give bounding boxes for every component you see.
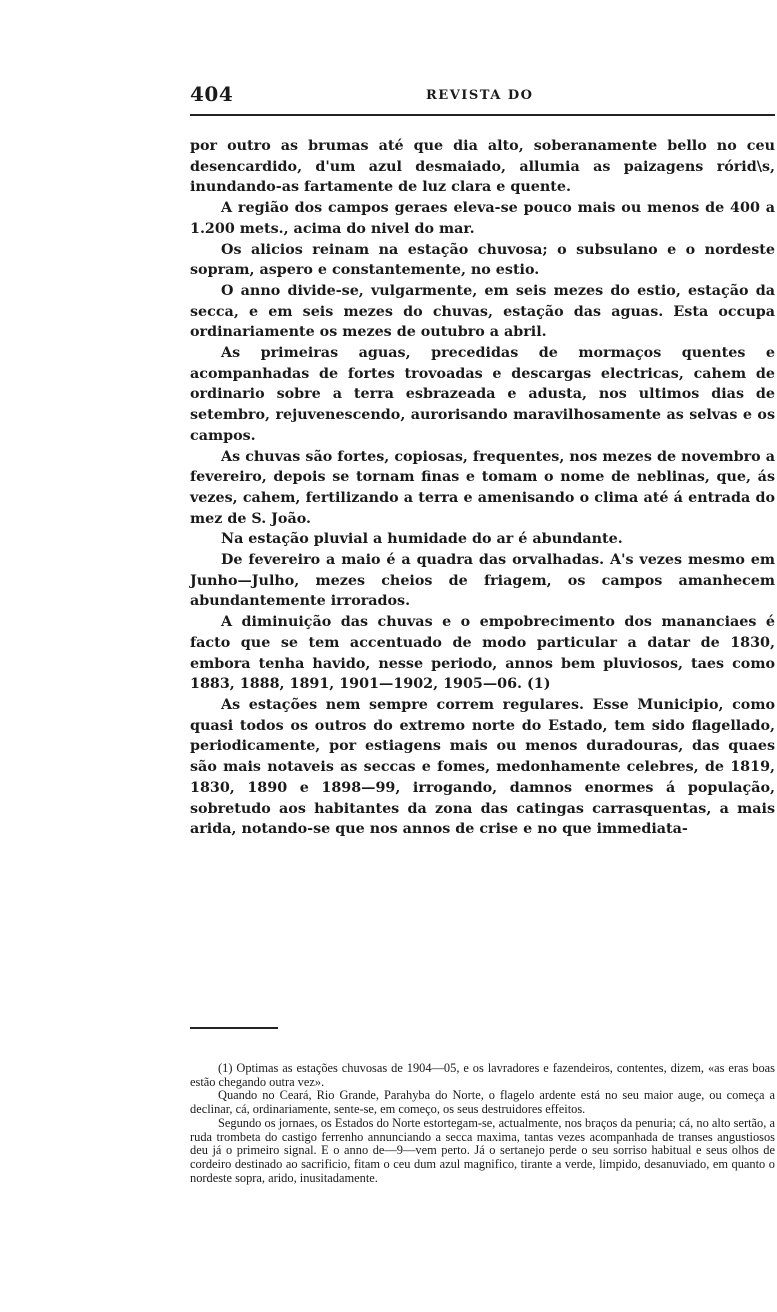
paragraph: A região dos campos geraes eleva-se pouco mais ou menos de 400 a 1.200 mets., acima do nivel do mar. (190, 200, 775, 237)
page-number: 404 (190, 82, 234, 106)
paragraph: As chuvas são fortes, copiosas, frequentes, nos mezes de novembro a fevereiro, depois se tornam finas e tomam o nome de neblinas, que, ás vezes, cahem, fertilizando a terra e amenisando o clima até á entrada do mez de S. João. (190, 448, 775, 527)
footnotes (190, 1062, 775, 1185)
paragraph: Na estação pluvial a humidade do ar é abundante. (221, 531, 623, 548)
paragraph: Os alicios reinam na estação chuvosa; o subsulano e o nordeste sopram, aspero e constantemente, no estio. (190, 241, 775, 279)
footnote: Quando no Ceará, Rio Grande, Parahyba do Norte, o flagelo ardente está no seu maior auge, ou começa a declinar, cá, ordinariamente, sente-se, em começo, os seus destruidores effeitos. (190, 1088, 775, 1117)
paragraph: As estações nem sempre correm regulares. Esse Municipio, como quasi todos os outros do extremo norte do Estado, tem sido flagellado, periodicamente, por estiagens mais ou menos duradouras, das quaes são mais notaveis as seccas e fomes, medonhamente celebres, de 1819, 1830, 1890 e 1898—99, irrogando, damnos enormes á população, sobretudo aos habitantes da zona das catingas carrasquentas, a mais arida, notando-se que nos annos de crise e no que immediata- (190, 696, 775, 838)
paragraph: De fevereiro a maio é a quadra das orvalhadas. A's vezes mesmo em Junho—Julho, mezes cheios de friagem, os campos amanhecem abundantemente irrorados. (190, 552, 775, 610)
running-head: REVISTA DO (426, 88, 534, 103)
header-rule (190, 114, 775, 116)
main-text (190, 136, 775, 840)
paragraph: A diminuição das chuvas e o empobrecimento dos mananciaes é facto que se tem accentuado de modo particular a datar de 1830, embora tenha havido, nesse periodo, annos bem pluviosos, taes como 1883, 1888, 1891, 1901—1902, 1905—06. (1) (190, 614, 775, 693)
page-header (190, 82, 775, 108)
footnote: Segundo os jornaes, os Estados do Norte estortegam-se, actualmente, nos braços da penuria; cá, no alto sertão, a ruda trombeta do castigo ferrenho annunciando a secca maxima, tantas vezes acompanhada de transes angustiosos deu já o primeiro signal. E o anno de—9—vem perto. Já o sertanejo perde o seu sorriso habitual e seus olhos de cordeiro destinado ao sacrificio, fitam o ceu dum azul magnifico, tirante a verde, limpido, desanuviado, em quanto o nordeste sopra, arido, inusitadamente. (190, 1115, 775, 1185)
footnote-separator (190, 1027, 278, 1029)
paragraph: As primeiras aguas, precedidas de mormaços quentes e acompanhadas de fortes trovoadas e descargas electricas, cahem de ordinario sobre a terra esbrazeada e adusta, nos ultimos dias de setembro, rejuvenescendo, aurorisando maravilhosamente as selvas e os campos. (190, 345, 775, 444)
footnote: (1) Optimas as estações chuvosas de 1904—05, e os lavradores e fazendeiros, contentes, dizem, «as eras boas estão chegando outra vez». (190, 1061, 775, 1089)
paragraph: O anno divide-se, vulgarmente, em seis mezes do estio, estação da secca, e em seis mezes do chuvas, estação das aguas. Esta occupa ordinariamente os mezes de outubro a abril. (190, 282, 775, 341)
paragraph: por outro as brumas até que dia alto, soberanamente bello no ceu desencardido, d'um azul desmaiado, allumia as paizagens rórid\s, inundando-as fartamente de luz clara e quente. (190, 138, 775, 196)
